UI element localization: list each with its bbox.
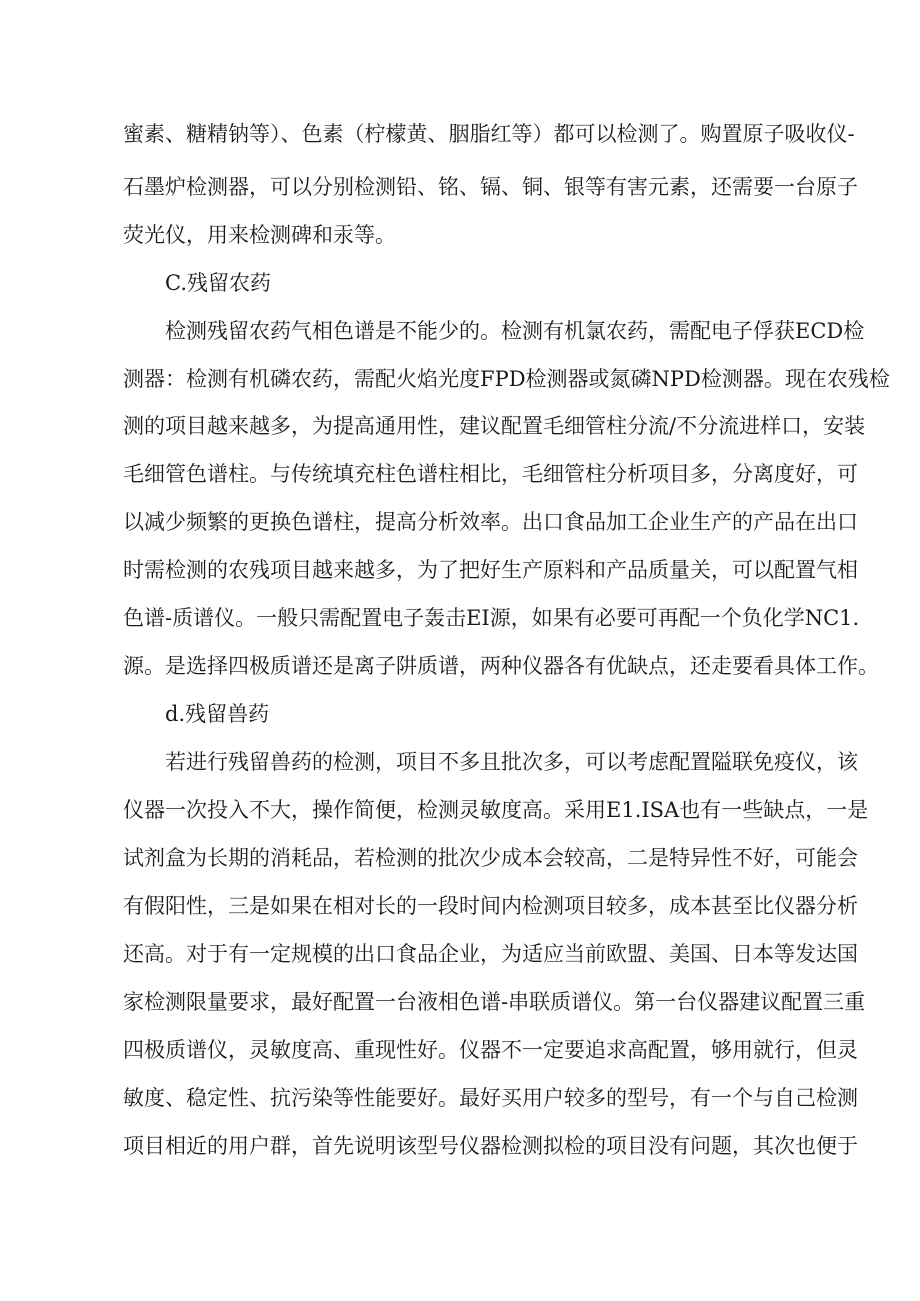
text-line: 有假阳性，三是如果在相对长的一段时间内检测项目较多，成本甚至比仪器分析	[123, 894, 858, 918]
text-line: 石墨炉检测器，可以分别检测铅、铭、镉、铜、银等有害元素，还需要一台原子	[123, 175, 858, 199]
text-line: 测的项目越来越多，为提高通用性，建议配置毛细管柱分流/不分流进样口，安装	[123, 414, 866, 438]
text-line: 以减少频繁的更换色谱柱，提高分析效率。出口食品加工企业生产的产品在出口	[123, 510, 858, 534]
text-line: 荧光仪，用来检测碑和汞等。	[123, 223, 396, 247]
text-line: 色谱-质谱仪。一般只需配置电子轰击EI源，如果有必要可再配一个负化学NC1.	[123, 606, 860, 630]
section-heading: C.残留农药	[165, 271, 271, 295]
text-line: 还高。对于有一定规模的出口食品企业，为适应当前欧盟、美国、日本等发达国	[123, 942, 858, 966]
text-line: 测器：检测有机磷农药，需配火焰光度FPD检测器或氮磷NPD检测器。现在农残检	[123, 367, 890, 391]
text-line: 蜜素、糖精钠等）、色素（柠檬黄、胭脂红等）都可以检测了。购置原子吸收仪-	[123, 122, 855, 146]
text-line: 若进行残留兽药的检测，项目不多且批次多，可以考虑配置隘联免疫仪，该	[165, 750, 858, 774]
text-line: 源。是选择四极质谱还是离子阱质谱，两种仪器各有优缺点，还走要看具体工作。	[123, 654, 879, 678]
text-line: 毛细管色谱柱。与传统填充柱色谱柱相比，毛细管柱分析项目多，分离度好，可	[123, 462, 858, 486]
text-line: 时需检测的农残项目越来越多，为了把好生产原料和产品质量关，可以配置气相	[123, 558, 858, 582]
section-heading: d.残留兽药	[165, 702, 270, 726]
text-line: 四极质谱仪，灵敏度高、重现性好。仪器不一定要追求高配置，够用就行，但灵	[123, 1038, 858, 1062]
text-line: 仪器一次投入不大，操作简便，检测灵敏度高。采用E1.ISA也有一些缺点，一是	[123, 798, 869, 822]
text-line: 家检测限量要求，最好配置一台液相色谱-串联质谱仪。第一台仪器建议配置三重	[123, 990, 866, 1014]
text-line: 项目相近的用户群，首先说明该型号仪器检测拟检的项目没有问题，其次也便于	[123, 1134, 858, 1158]
text-line: 试剂盒为长期的消耗品，若检测的批次少成本会较高，二是特异性不好，可能会	[123, 846, 858, 870]
text-line: 敏度、稳定性、抗污染等性能要好。最好买用户较多的型号，有一个与自己检测	[123, 1086, 858, 1110]
text-line: 检测残留农药气相色谱是不能少的。检测有机氯农药，需配电子俘获ECD检	[165, 319, 865, 343]
